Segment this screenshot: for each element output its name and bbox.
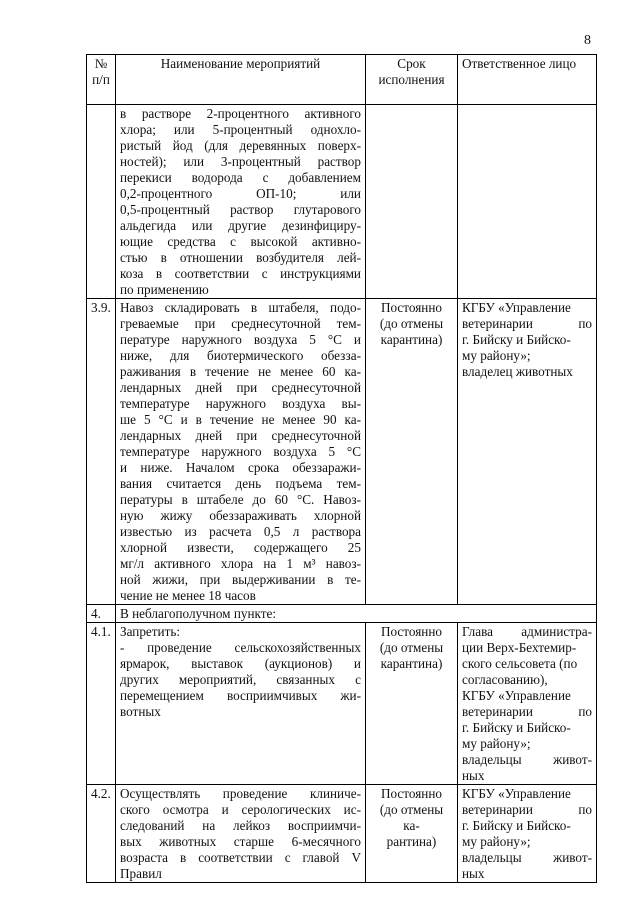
- header-term-part: Срок: [397, 56, 426, 71]
- row-term: [366, 299, 458, 605]
- table-row: [87, 623, 597, 785]
- row-term: [366, 623, 458, 785]
- header-num: [87, 55, 116, 105]
- term-line: рантина): [386, 834, 437, 849]
- table-header-row: [87, 55, 597, 105]
- header-term-part: исполнения: [378, 72, 445, 87]
- term-line: (до отмены: [379, 640, 444, 655]
- measures-table: [86, 54, 597, 883]
- section-num: 4.: [87, 605, 116, 623]
- term-line: карантина): [380, 332, 443, 347]
- row-name: Навоз складировать в штабеля, подо- греваемые при среднесуточной тем- пературе наружного воздуха 5 °С и ниже, для биотермического обезза- раживания в течение не менее 60 ка- лендарных дней при среднесуточной температуре наружного воздуха вы- ше 5 °С и в течение не менее 90 ка- лендарных дней при среднесуточной температуре наружного воздуха 5 °С и ниже. Началом срока обеззаражи- вания считается день подъема тем- пературы в штабеле до 60 °С. Навоз- ную жижу обеззараживать хлорной известью из расчета 0,5 л раствора хлорной извести, содержащего 25 мг/л активного хлора на 1 м³ навоз- ной жижи, при выдерживании в те- чение не менее 18 часов: [116, 299, 366, 605]
- section-title: В неблагополучном пункте:: [116, 605, 597, 623]
- row-responsible: Глава администра- ции Верх-Бехтемир- ского сельсовета (по согласованию), КГБУ «Управление ветеринарии по г. Бийску и Бийско- му району»; владельцы живот- ных: [458, 623, 597, 785]
- term-line: Постоянно: [380, 624, 442, 639]
- row-responsible: КГБУ «Управление ветеринарии по г. Бийску и Бийско- му району»; владелец животных: [458, 299, 597, 605]
- page-number: 8: [584, 33, 591, 48]
- section-row: [87, 605, 597, 623]
- term-line: Постоянно: [380, 786, 442, 801]
- row-num: [87, 105, 116, 299]
- header-name: Наименование мероприятий: [116, 55, 366, 105]
- row-name: Запретить: - проведение сельскохозяйственных ярмарок, выставок (аукционов) и других мероприятий, связанных с перемещением восприимчивых жи- вотных: [116, 623, 366, 785]
- term-line: Постоянно: [380, 300, 442, 315]
- header-num-part: №: [94, 56, 108, 71]
- term-line: карантина): [380, 656, 443, 671]
- header-num-part: п/п: [92, 72, 110, 87]
- row-term: [366, 785, 458, 883]
- row-num: 3.9.: [87, 299, 116, 605]
- row-responsible: [458, 105, 597, 299]
- table-row: [87, 105, 597, 299]
- row-num: 4.1.: [87, 623, 116, 785]
- header-responsible: Ответственное лицо: [458, 55, 597, 105]
- row-term: [366, 105, 458, 299]
- term-line: (до отмены ка-: [379, 802, 444, 833]
- term-line: (до отмены: [379, 316, 444, 331]
- row-name: Осуществлять проведение клиниче- ского осмотра и серологических ис- следований на лейкоз восприимчи- вых животных старше 6-месячного возраста в соответствии с главой V Правил: [116, 785, 366, 883]
- table-row: [87, 299, 597, 605]
- table-row: [87, 785, 597, 883]
- row-num: 4.2.: [87, 785, 116, 883]
- row-responsible: КГБУ «Управление ветеринарии по г. Бийску и Бийско- му району»; владельцы живот- ных: [458, 785, 597, 883]
- header-term: [366, 55, 458, 105]
- row-name: в растворе 2-процентного активного хлора; или 5-процентный однохло- ристый йод (для деревянных поверх- ностей); или 3-процентный раствор перекиси водорода с добавлением 0,2-процентного ОП-10; или 0,5-процентный раствор глутарового альдегида или другие дезинфициру- ющие средства с высокой активно- стью в отношении возбудителя лей- коза в соответствии с инструкциями по применению: [116, 105, 366, 299]
